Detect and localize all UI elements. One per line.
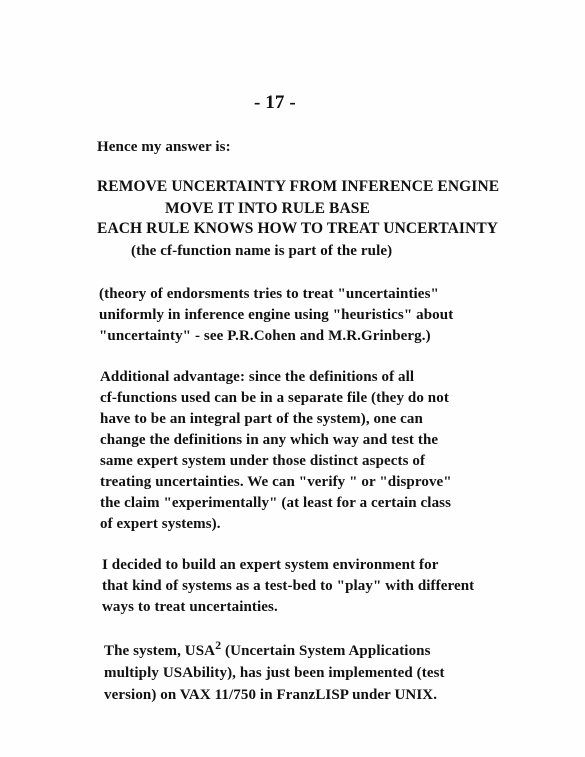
system-line: multiply USAbility), has just been implemented (test (104, 665, 445, 681)
advantage-line: have to be an integral part of the system), one can (100, 411, 423, 427)
advantage-line: treating uncertainties. We can "verify " or "disprove" (100, 474, 452, 490)
decision-line: that kind of systems as a test-bed to "play" with different (102, 578, 475, 594)
decision-line: ways to treat uncertainties. (102, 599, 278, 615)
theory-line: uniformly in inference engine using "heuristics" about (99, 307, 454, 323)
advantage-line: the claim "experimentally" (at least for a certain class (100, 495, 452, 511)
principle-line: MOVE IT INTO RULE BASE (165, 200, 370, 217)
system-line-start: The system, USA (104, 643, 216, 659)
page-number: - 17 - (254, 92, 296, 113)
decision-line: I decided to build an expert system environment for (102, 557, 439, 573)
advantage-line: change the definitions in any which way and test the (100, 432, 439, 448)
advantage-line: cf-functions used can be in a separate file (they do not (100, 390, 449, 406)
principle-line: REMOVE UNCERTAINTY FROM INFERENCE ENGINE (97, 178, 500, 195)
advantage-line: of expert systems). (100, 516, 221, 532)
principle-note: (the cf-function name is part of the rule) (131, 243, 393, 259)
system-line: version) on VAX 11/750 in FranzLISP under UNIX. (104, 687, 438, 703)
theory-line: "uncertainty" - see P.R.Cohen and M.R.Grinberg.) (99, 328, 431, 344)
intro-line: Hence my answer is: (97, 139, 231, 155)
system-line (104, 638, 431, 660)
advantage-line: same expert system under those distinct aspects of (100, 453, 426, 469)
advantage-line: Additional advantage: since the definitions of all (100, 369, 415, 385)
principle-line: EACH RULE KNOWS HOW TO TREAT UNCERTAINTY (97, 220, 499, 237)
theory-line: (theory of endorsments tries to treat "uncertainties" (99, 286, 439, 302)
system-line-rest: (Uncertain System Applications (221, 643, 431, 659)
superscript-two: 2 (215, 638, 222, 652)
